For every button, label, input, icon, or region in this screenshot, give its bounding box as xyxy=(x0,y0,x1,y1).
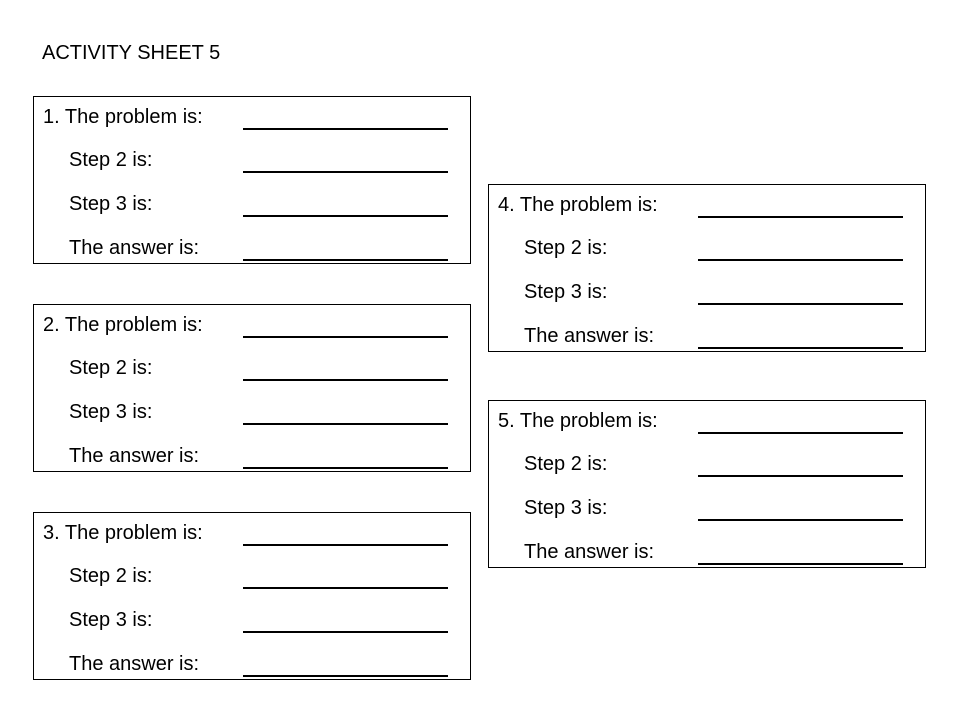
problem-label: 4. The problem is: xyxy=(498,194,658,216)
step-2-blank[interactable] xyxy=(698,451,903,477)
step-2-blank[interactable] xyxy=(243,563,448,589)
answer-label: The answer is: xyxy=(69,653,200,675)
problem-blank[interactable] xyxy=(698,192,903,218)
problem-blank[interactable] xyxy=(698,408,903,434)
problem-blank[interactable] xyxy=(243,312,448,338)
problem-label: 2. The problem is: xyxy=(43,314,203,336)
step-2-label: Step 2 is: xyxy=(524,237,608,259)
step-3-label: Step 3 is: xyxy=(524,281,608,303)
step-3-label: Step 3 is: xyxy=(69,401,153,423)
answer-blank[interactable] xyxy=(698,323,903,349)
step-3-blank[interactable] xyxy=(243,607,448,633)
problem-blank[interactable] xyxy=(243,520,448,546)
problem-label: 1. The problem is: xyxy=(43,106,203,128)
problem-label: 5. The problem is: xyxy=(498,410,658,432)
step-2-blank[interactable] xyxy=(243,147,448,173)
problem-box-5 xyxy=(488,400,926,568)
problem-box-2 xyxy=(33,304,471,472)
problem-blank[interactable] xyxy=(243,104,448,130)
step-3-label: Step 3 is: xyxy=(69,609,153,631)
answer-label: The answer is: xyxy=(524,541,655,563)
step-3-label: Step 3 is: xyxy=(69,193,153,215)
step-3-blank[interactable] xyxy=(243,191,448,217)
problem-box-4 xyxy=(488,184,926,352)
answer-blank[interactable] xyxy=(243,651,448,677)
problem-box-1 xyxy=(33,96,471,264)
step-2-label: Step 2 is: xyxy=(69,357,153,379)
step-3-label: Step 3 is: xyxy=(524,497,608,519)
step-3-blank[interactable] xyxy=(698,279,903,305)
answer-label: The answer is: xyxy=(524,325,655,347)
step-2-label: Step 2 is: xyxy=(69,565,153,587)
step-2-label: Step 2 is: xyxy=(69,149,153,171)
problem-box-3 xyxy=(33,512,471,680)
step-3-blank[interactable] xyxy=(243,399,448,425)
problem-label: 3. The problem is: xyxy=(43,522,203,544)
answer-blank[interactable] xyxy=(698,539,903,565)
page-title: ACTIVITY SHEET 5 xyxy=(42,42,221,64)
step-2-blank[interactable] xyxy=(698,235,903,261)
answer-label: The answer is: xyxy=(69,445,200,467)
step-2-label: Step 2 is: xyxy=(524,453,608,475)
step-2-blank[interactable] xyxy=(243,355,448,381)
step-3-blank[interactable] xyxy=(698,495,903,521)
answer-label: The answer is: xyxy=(69,237,200,259)
answer-blank[interactable] xyxy=(243,235,448,261)
answer-blank[interactable] xyxy=(243,443,448,469)
